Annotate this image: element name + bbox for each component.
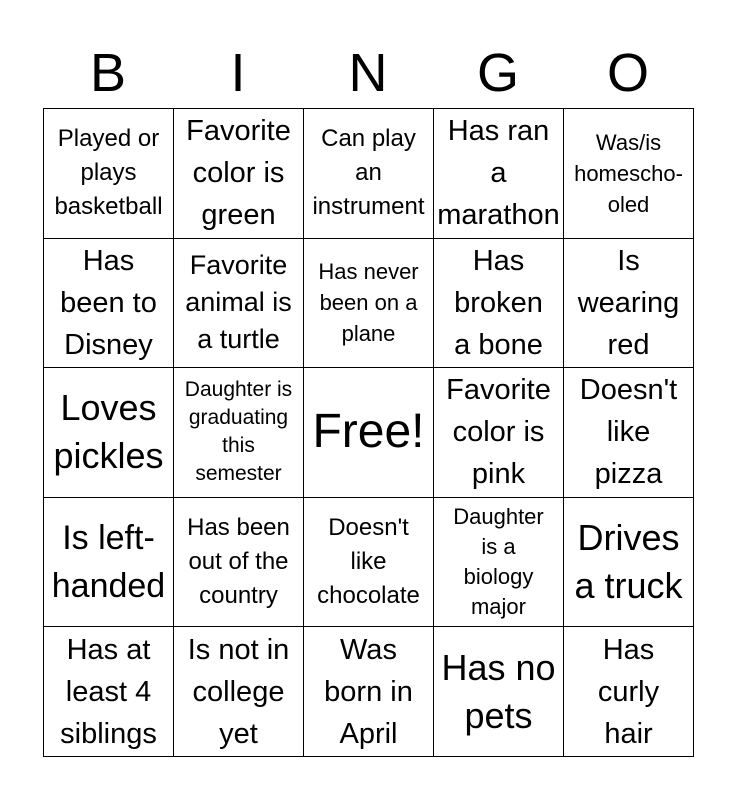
bingo-cell-r5-c1[interactable]	[44, 627, 174, 757]
bingo-cell-r1-c4[interactable]	[434, 109, 564, 239]
bingo-cell-r3-c5[interactable]	[564, 368, 694, 498]
bingo-cell-r2-c3[interactable]	[304, 239, 434, 369]
bingo-cell-r5-c4[interactable]	[434, 627, 564, 757]
cell-text: Is not in college yet	[187, 633, 290, 750]
bingo-cell-r1-c1[interactable]	[44, 109, 174, 239]
cell-text: Favorite color is pink	[446, 374, 551, 491]
cell-text: Loves pickles	[53, 387, 164, 477]
header-letter-b: B	[89, 43, 127, 103]
cell-text: Has ran a marathon	[437, 115, 560, 232]
bingo-cell-r1-c2[interactable]	[174, 109, 304, 239]
cell-text: Has never been on a plane	[318, 259, 419, 347]
cell-text: Was/is homescho- oled	[574, 129, 683, 217]
cell-text: Has at least 4 siblings	[60, 633, 157, 750]
cell-text: Can play an instrument	[312, 125, 425, 221]
header-letter-o: O	[606, 43, 649, 103]
bingo-cell-r3-c4[interactable]	[434, 368, 564, 498]
bingo-cell-r4-c3[interactable]	[304, 498, 434, 628]
cell-text: Daughter is a biology major	[453, 504, 544, 620]
header-letter-i: I	[230, 43, 246, 103]
bingo-cell-r1-c5[interactable]	[564, 109, 694, 239]
cell-text: Is wearing red	[577, 244, 680, 361]
bingo-cell-r2-c2[interactable]	[174, 239, 304, 369]
cell-text: Has broken a bone	[454, 244, 543, 361]
cell-text: Daughter is graduating this semester	[184, 378, 293, 486]
cell-text: Has no pets	[441, 646, 556, 736]
cell-text: Doesn't like chocolate	[317, 514, 420, 610]
header-letter-g: G	[476, 43, 519, 103]
bingo-cell-r2-c4[interactable]	[434, 239, 564, 369]
bingo-cell-r3-c2[interactable]	[174, 368, 304, 498]
cell-text: Played or plays basketball	[54, 125, 163, 221]
bingo-cell-r4-c1[interactable]	[44, 498, 174, 628]
bingo-cell-r4-c4[interactable]	[434, 498, 564, 628]
header-letter-n: N	[348, 43, 388, 103]
bingo-cell-r4-c5[interactable]	[564, 498, 694, 628]
bingo-cell-r5-c2[interactable]	[174, 627, 304, 757]
bingo-cell-r5-c5[interactable]	[564, 627, 694, 757]
cell-text: Favorite animal is a turtle	[185, 250, 292, 355]
cell-text: Favorite color is green	[186, 115, 291, 232]
cell-text: Is left- handed	[51, 519, 166, 606]
cell-text: Doesn't like pizza	[579, 374, 678, 491]
bingo-board	[43, 108, 694, 757]
free-space: Free!	[312, 405, 425, 459]
cell-text: Has curly hair	[597, 633, 660, 750]
cell-text: Drives a truck	[574, 517, 683, 607]
bingo-cell-r2-c5[interactable]	[564, 239, 694, 369]
bingo-cell-r4-c2[interactable]	[174, 498, 304, 628]
bingo-cell-r2-c1[interactable]	[44, 239, 174, 369]
cell-text: Was born in April	[324, 633, 413, 750]
cell-text: Has been to Disney	[60, 244, 157, 361]
bingo-header	[43, 38, 693, 108]
bingo-cell-r5-c3[interactable]	[304, 627, 434, 757]
cell-text: Has been out of the country	[187, 514, 290, 610]
bingo-cell-r3-c1[interactable]	[44, 368, 174, 498]
bingo-cell-r3-c3[interactable]	[304, 368, 434, 498]
bingo-cell-r1-c3[interactable]	[304, 109, 434, 239]
